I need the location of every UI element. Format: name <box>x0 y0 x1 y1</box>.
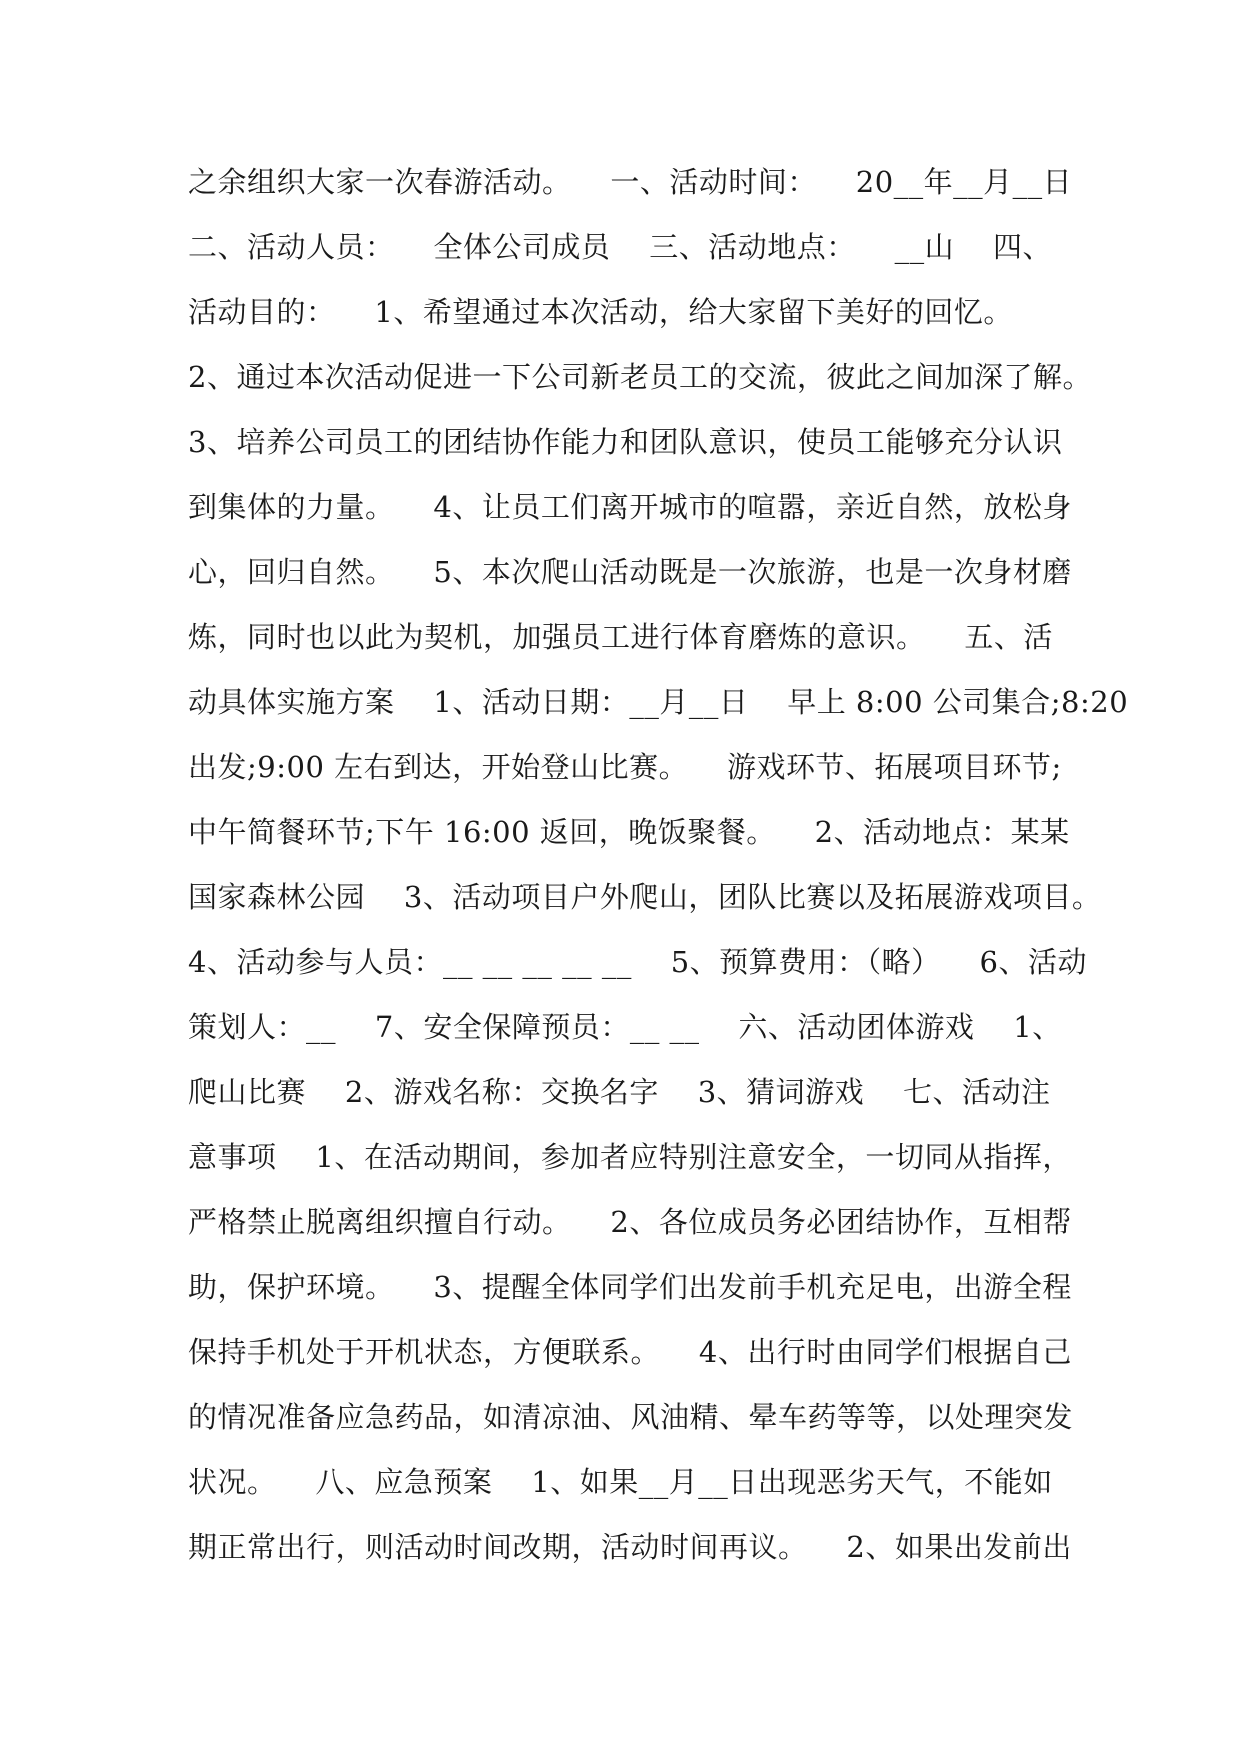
text-line: 期正常出行，则活动时间改期，活动时间再议。 2、如果出发前出 <box>188 1530 1072 1564</box>
text-line: 国家森林公园 3、活动项目户外爬山，团队比赛以及拓展游戏项目。 <box>188 880 1102 914</box>
text-line: 中午简餐环节;下午 16:00 返回，晚饭聚餐。 2、活动地点：某某 <box>188 815 1070 849</box>
text-line: 策划人：__ 7、安全保障预员：__ __ 六、活动团体游戏 1、 <box>188 1010 1062 1044</box>
text-line: 动具体实施方案 1、活动日期：__月__日 早上 8:00 公司集合;8:20 <box>188 685 1129 719</box>
text-line: 2、通过本次活动促进一下公司新老员工的交流，彼此之间加深了解。 <box>188 360 1092 394</box>
text-line: 严格禁止脱离组织擅自行动。 2、各位成员务必团结协作，互相帮 <box>188 1205 1072 1239</box>
document-body <box>188 150 1129 1580</box>
text-line: 出发;9:00 左右到达，开始登山比赛。 游戏环节、拓展项目环节; <box>188 750 1062 784</box>
text-line: 3、培养公司员工的团结协作能力和团队意识，使员工能够充分认识 <box>188 425 1063 459</box>
text-line: 保持手机处于开机状态，方便联系。 4、出行时由同学们根据自己 <box>188 1335 1072 1369</box>
text-line: 炼，同时也以此为契机，加强员工进行体育磨炼的意识。 五、活 <box>188 620 1053 654</box>
text-line: 爬山比赛 2、游戏名称：交换名字 3、猜词游戏 七、活动注 <box>188 1075 1051 1109</box>
text-line: 状况。 八、应急预案 1、如果__月__日出现恶劣天气，不能如 <box>188 1465 1053 1499</box>
text-line: 4、活动参与人员：__ __ __ __ __ 5、预算费用：（略） 6、活动 <box>188 945 1087 979</box>
text-line: 心，回归自然。 5、本次爬山活动既是一次旅游，也是一次身材磨 <box>188 555 1072 589</box>
text-line: 意事项 1、在活动期间，参加者应特别注意安全，一切同从指挥， <box>188 1140 1072 1174</box>
text-line: 助，保护环境。 3、提醒全体同学们出发前手机充足电，出游全程 <box>188 1270 1072 1304</box>
text-line: 之余组织大家一次春游活动。 一、活动时间： 20__年__月__日 <box>188 165 1073 199</box>
text-line: 活动目的： 1、希望通过本次活动，给大家留下美好的回忆。 <box>188 295 1013 329</box>
text-line: 到集体的力量。 4、让员工们离开城市的喧嚣，亲近自然，放松身 <box>188 490 1072 524</box>
text-line: 二、活动人员： 全体公司成员 三、活动地点： __山 四、 <box>188 230 1052 264</box>
text-line: 的情况准备应急药品，如清凉油、风油精、晕车药等等，以处理突发 <box>188 1400 1074 1434</box>
